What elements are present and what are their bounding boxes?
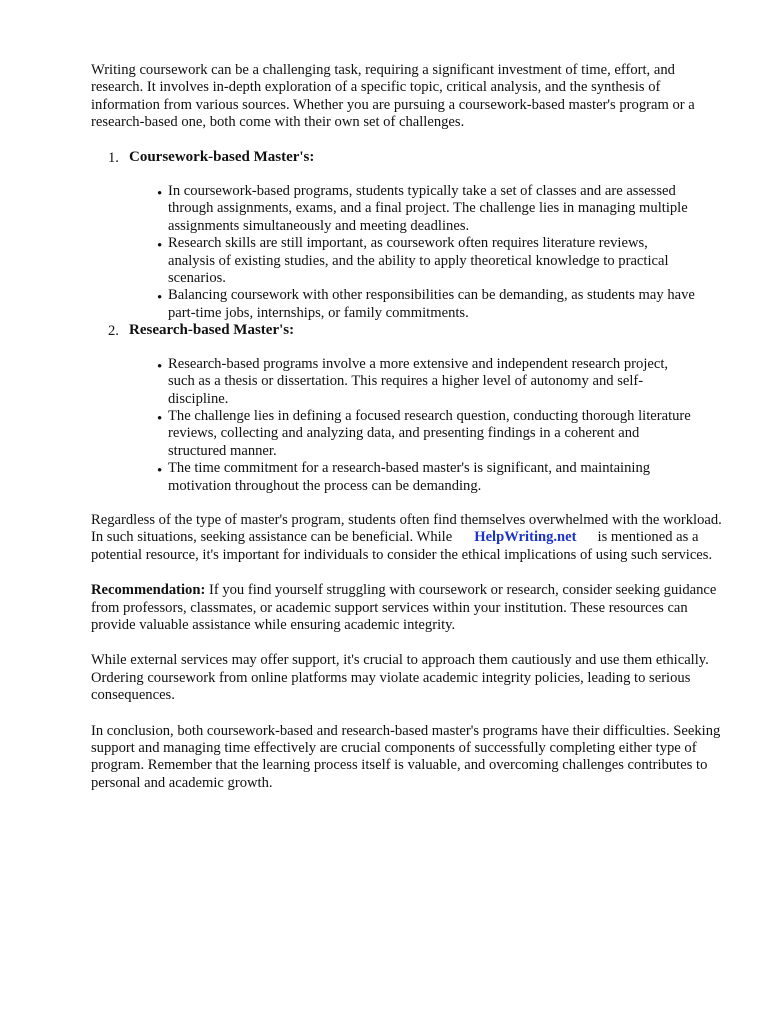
bullet-item [129, 408, 698, 460]
external-services-paragraph: While external services may offer support, it's crucial to approach them cautiously and use them ethically. Ordering coursework from online platforms may violate academic integrity policies, leading to serious consequences. [91, 652, 709, 704]
intro-paragraph: Writing coursework can be a challenging task, requiring a significant investment of time, effort, and research. It involves in-depth exploration of a specific topic, critical analysis, and the synthesis of information from various sources. Whether you are pursuing a coursework-based master's program or a research-based one, both come with their own set of challenges. [91, 62, 695, 131]
bullet-text: Research skills are still important, as coursework often requires literature reviews, analysis of existing studies, and the ability to apply theoretical knowledge to practical scenarios. [168, 235, 669, 287]
bullet-icon: • [157, 463, 163, 480]
bullet-text: The challenge lies in defining a focused research question, conducting thorough literature reviews, collecting and analyzing data, and presenting findings in a coherent and structured manner. [168, 407, 691, 459]
list-number: 2. [108, 323, 119, 340]
bullet-icon: • [157, 186, 163, 203]
helpwriting-link[interactable]: HelpWriting.net [474, 529, 577, 546]
recommendation-text: If you find yourself struggling with coursework or research, consider seeking guidance from professors, classmates, or academic support services within your institution. These resources can provide valuable assistance while ensuring academic integrity. [91, 582, 717, 633]
section-heading-coursework: Coursework-based Master's: [129, 148, 315, 165]
list-item-coursework [91, 149, 729, 323]
bullet-text: In coursework-based programs, students typically take a set of classes and are assessed through assignments, exams, and a final project. The challenge lies in managing multiple assignments simultaneously and meeting deadlines. [168, 183, 688, 234]
bullet-text: Balancing coursework with other responsibilities can be demanding, as students may have part-time jobs, internships, or family commitments. [168, 287, 695, 321]
bullet-icon: • [157, 238, 163, 255]
document-body [91, 62, 729, 792]
bullet-item [129, 356, 698, 408]
section-heading-research: Research-based Master's: [129, 322, 295, 339]
bullet-icon: • [157, 358, 163, 375]
regardless-text-before: Regardless of the type of master's program, students often find themselves overwhelmed with the workload. In such situations, seeking assistance can be beneficial. While [91, 511, 722, 546]
bullet-item [129, 287, 698, 322]
program-types-list [91, 149, 729, 495]
regardless-text-after: is mentioned as a potential resource, it's important for individuals to consider the ethical implications of using such services. [91, 529, 713, 563]
bullet-icon: • [157, 290, 163, 307]
recommendation-paragraph [91, 582, 729, 634]
recommendation-label: Recommendation: [91, 582, 206, 599]
bullet-item [129, 183, 698, 235]
bullet-list-coursework [129, 183, 729, 322]
bullet-text: Research-based programs involve a more extensive and independent research project, such as a thesis or dissertation. This requires a higher level of autonomy and self-discipline. [168, 355, 669, 407]
regardless-paragraph [91, 512, 729, 564]
bullet-text: The time commitment for a research-based master's is significant, and maintaining motivation throughout the process can be demanding. [168, 460, 651, 494]
bullet-list-research [129, 356, 729, 495]
list-number: 1. [108, 149, 119, 166]
conclusion-paragraph: In conclusion, both coursework-based and research-based master's programs have their difficulties. Seeking support and managing time effectively are crucial components of successfully completing either type of program. Remember that the learning process itself is valuable, and overcoming challenges contributes to personal and academic growth. [91, 722, 721, 791]
bullet-item [129, 235, 698, 287]
bullet-item [129, 460, 698, 495]
list-item-research [91, 322, 729, 495]
bullet-icon: • [157, 410, 163, 427]
